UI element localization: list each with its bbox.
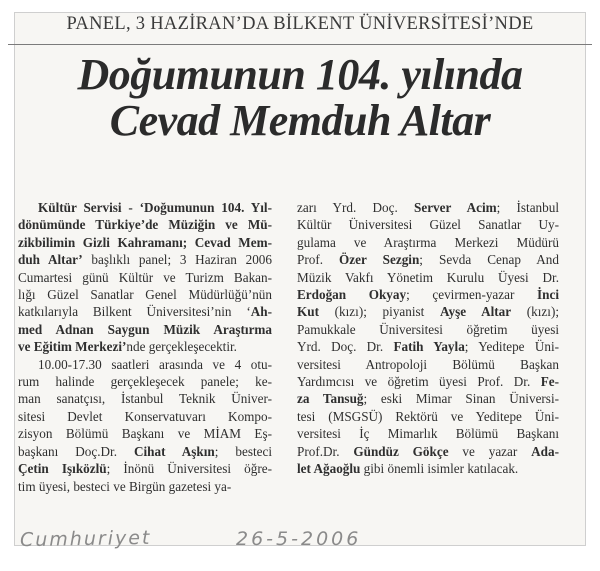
article-line bbox=[297, 356, 559, 373]
bold-text-segment: Fe- bbox=[540, 374, 559, 390]
article-line bbox=[18, 216, 272, 233]
overline-kicker: PANEL, 3 HAZİRAN’DA BİLKENT ÜNİVERSİTESİ’NDE bbox=[66, 14, 534, 34]
text-segment: başlıklı panel; 3 Haziran 2006 bbox=[82, 252, 272, 268]
article-line bbox=[18, 425, 272, 442]
text-segment: Pamukkale Üniversitesi öğretim üyesi bbox=[297, 321, 559, 337]
article-line bbox=[18, 390, 272, 407]
text-segment: Prof. bbox=[297, 252, 340, 268]
article-line bbox=[297, 390, 559, 407]
article-line bbox=[18, 251, 272, 268]
article-column-right bbox=[297, 199, 559, 478]
text-segment: (kızı); bbox=[511, 304, 560, 320]
bold-text-segment: zikbilimin Gizli Kahramanı; Cevad Mem- bbox=[18, 234, 272, 250]
text-segment: Kültür Üniversitesi Güzel Sanatlar Uy- bbox=[297, 217, 559, 233]
headline-line-2: Cevad Memduh Altar bbox=[109, 96, 491, 145]
text-segment: tesi (MSGSÜ) Rektörü ve Yeditepe Üni- bbox=[297, 408, 559, 424]
article-line bbox=[297, 460, 559, 477]
divider-rule bbox=[8, 44, 592, 45]
text-segment: 10.00-17.30 saatleri arasında ve 4 otu- bbox=[38, 356, 272, 372]
article-line bbox=[18, 269, 272, 286]
bold-text-segment: Erdoğan Okyay bbox=[297, 287, 407, 303]
text-segment: Prof.Dr. bbox=[297, 443, 354, 459]
article-line bbox=[18, 303, 272, 320]
article-line bbox=[297, 443, 559, 460]
text-segment: Müzik Vakfı Yönetim Kurulu Üyesi Dr. bbox=[297, 269, 559, 285]
bold-text-segment: Özer Sezgin bbox=[339, 252, 420, 268]
article-line bbox=[297, 251, 559, 268]
article-line bbox=[297, 303, 559, 320]
text-segment: ; besteci bbox=[214, 443, 272, 459]
headline bbox=[0, 52, 600, 144]
bold-text-segment: dönümünde Türkiye’de Müziğin ve Mü- bbox=[18, 217, 272, 233]
handwritten-source-note: Cumhuriyet bbox=[19, 526, 152, 552]
article-line bbox=[18, 373, 272, 390]
text-segment: ve yazar bbox=[448, 443, 532, 459]
headline-line-1: Doğumunun 104. yılında bbox=[77, 50, 523, 99]
article-line bbox=[297, 269, 559, 286]
bold-text-segment: Çetin Işıközlü bbox=[18, 461, 107, 477]
article-line bbox=[297, 286, 559, 303]
text-segment: lığı Güzel Sanatlar Genel Müdürlüğü’nün bbox=[18, 287, 272, 303]
bold-text-segment: Cihat Aşkın bbox=[133, 443, 215, 459]
text-segment: versitesi İç Mimarlık Bölümü Başkanı bbox=[297, 426, 559, 442]
text-segment: (kızı); piyanist bbox=[318, 304, 440, 320]
bold-text-segment: Gündüz Gökçe bbox=[353, 443, 449, 459]
bold-text-segment: za Tansuğ bbox=[297, 391, 364, 407]
article-line bbox=[18, 443, 272, 460]
text-segment: ; İstanbul bbox=[496, 200, 559, 215]
text-segment: sitesi Devlet Konservatuvarı Kompo- bbox=[18, 408, 272, 424]
text-segment: katkılarıyla Bilkent Üniversitesi’nin ‘ bbox=[18, 304, 251, 320]
article-line bbox=[18, 460, 272, 477]
article-line bbox=[18, 234, 272, 251]
text-segment: Cumartesi günü Kültür ve Turizm Bakan- bbox=[18, 269, 272, 285]
bold-text-segment: Kültür Servisi - ‘Doğumunun 104. Yıl- bbox=[38, 200, 272, 215]
article-line bbox=[18, 356, 272, 373]
bold-text-segment: ve Eğitim Merkezi’ bbox=[18, 339, 127, 355]
article-line bbox=[297, 234, 559, 251]
bold-text-segment: let Ağaoğlu bbox=[297, 461, 361, 477]
text-segment: versitesi Antropoloji Bölümü Başkan bbox=[297, 356, 559, 372]
article-line bbox=[18, 286, 272, 303]
text-segment: zarı Yrd. Doç. bbox=[297, 200, 414, 215]
article-line bbox=[18, 478, 272, 495]
bold-text-segment: İnci bbox=[537, 287, 559, 303]
text-segment: başkanı Doç.Dr. bbox=[18, 443, 134, 459]
bold-text-segment: Ada- bbox=[531, 443, 559, 459]
article-line bbox=[297, 199, 559, 216]
bold-text-segment: med Adnan Saygun Müzik Araştırma bbox=[18, 321, 272, 337]
bold-text-segment: Ah- bbox=[250, 304, 272, 320]
text-segment: ; Yeditepe Üni- bbox=[464, 339, 560, 355]
handwritten-date-note: 26-5-2006 bbox=[236, 528, 362, 550]
article-line bbox=[18, 199, 272, 216]
article-line bbox=[297, 216, 559, 233]
text-segment: nde gerçekleşecektir. bbox=[126, 339, 237, 355]
bold-text-segment: duh Altar’ bbox=[18, 252, 83, 268]
text-segment: gibi önemli isimler katılacak. bbox=[360, 461, 519, 477]
text-segment: zisyon Bölümü Başkanı ve MİAM Eş- bbox=[18, 426, 272, 442]
article-line bbox=[297, 373, 559, 390]
text-segment: ; çevirmen-yazar bbox=[406, 287, 537, 303]
bold-text-segment: Ayşe Altar bbox=[440, 304, 512, 320]
text-segment: ; İnönü Üniversitesi öğre- bbox=[106, 461, 272, 477]
article-line bbox=[297, 321, 559, 338]
article-column-left bbox=[18, 199, 272, 495]
article-line bbox=[18, 408, 272, 425]
text-segment: Yardımcısı ve öğretim üyesi Prof. Dr. bbox=[297, 374, 541, 390]
text-segment: gulama ve Araştırma Merkezi Müdürü bbox=[297, 234, 559, 250]
article-line bbox=[18, 338, 272, 355]
bold-text-segment: Fatih Yayla bbox=[393, 339, 465, 355]
article-line bbox=[297, 408, 559, 425]
article-line bbox=[18, 321, 272, 338]
bold-text-segment: Kut bbox=[297, 304, 319, 320]
text-segment: Yrd. Doç. Dr. bbox=[297, 339, 394, 355]
article-line bbox=[297, 425, 559, 442]
text-segment: man sanatçısı, İstanbul Teknik Üniver- bbox=[18, 391, 272, 407]
text-segment: rum halinde gerçekleşecek panele; ke- bbox=[18, 374, 272, 390]
text-segment: ; Sevda Cenap And bbox=[419, 252, 559, 268]
article-line bbox=[297, 338, 559, 355]
text-segment: tim üyesi, besteci ve Birgün gazetesi ya- bbox=[18, 478, 232, 494]
text-segment: ; eski Mimar Sinan Üniversi- bbox=[363, 391, 559, 407]
bold-text-segment: Server Acim bbox=[414, 200, 497, 215]
